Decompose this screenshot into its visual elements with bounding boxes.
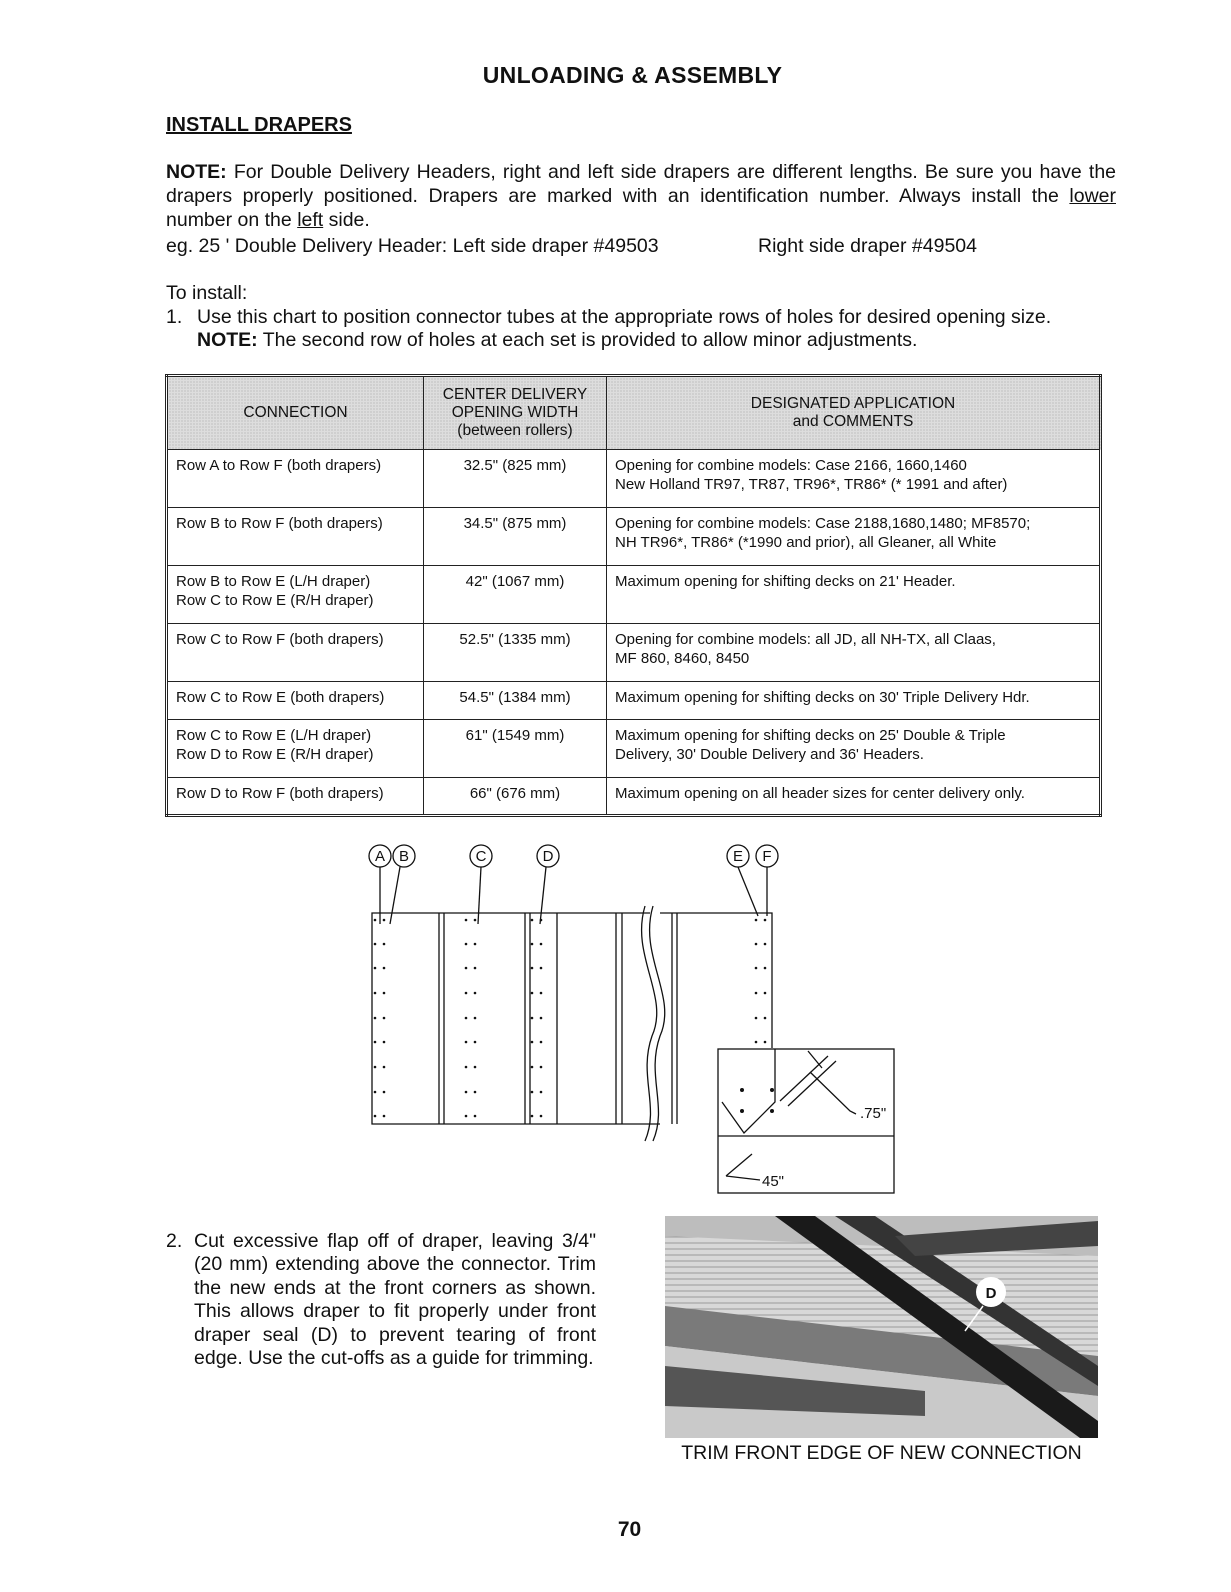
header-application-l1: DESIGNATED APPLICATION bbox=[750, 395, 956, 412]
application-cell-2: Delivery, 30' Double Delivery and 36' Headers. bbox=[615, 746, 924, 763]
connection-cell: Row D to Row F (both drapers) bbox=[176, 785, 384, 802]
note-paragraph bbox=[166, 160, 1116, 232]
label-d: D bbox=[542, 848, 554, 865]
width-cell: 61" (1549 mm) bbox=[424, 720, 607, 778]
table-row bbox=[167, 508, 1101, 566]
step-1-note bbox=[197, 328, 917, 352]
page-title: UNLOADING & ASSEMBLY bbox=[482, 62, 783, 88]
step-1-note-text: The second row of holes at each set is provided to allow minor adjustments. bbox=[262, 329, 918, 351]
table-row bbox=[167, 682, 1101, 720]
label-b: B bbox=[398, 848, 410, 865]
label-f: F bbox=[762, 848, 772, 865]
application-cell-2: MF 860, 8460, 8450 bbox=[615, 650, 750, 667]
application-cell-2: NH TR96*, TR86* (*1990 and prior), all Gleaner, all White bbox=[615, 534, 997, 551]
table-row bbox=[167, 720, 1101, 778]
opening-chart bbox=[165, 374, 1102, 817]
header-opening-l1: CENTER DELIVERY bbox=[442, 386, 588, 403]
note-label: NOTE: bbox=[166, 161, 227, 183]
step-2-number: 2. bbox=[166, 1230, 183, 1252]
step-1-text: Use this chart to position connector tubes at the appropriate rows of holes for desired opening size. bbox=[197, 306, 1052, 328]
table-row bbox=[167, 566, 1101, 624]
header-opening-width bbox=[424, 376, 607, 450]
header-opening-l3: (between rollers) bbox=[457, 422, 573, 439]
angle-top-label: .75" bbox=[860, 1105, 887, 1122]
draper-photo bbox=[665, 1216, 1098, 1438]
connection-cell: Row C to Row E (L/H draper) bbox=[176, 727, 372, 744]
connection-cell: Row B to Row F (both drapers) bbox=[176, 515, 383, 532]
photo-label-d: D bbox=[985, 1285, 997, 1302]
table-row bbox=[167, 778, 1101, 816]
connection-cell-2: Row C to Row E (R/H draper) bbox=[176, 592, 374, 609]
application-cell: Opening for combine models: all JD, all NH-TX, all Claas, bbox=[615, 631, 996, 648]
angle-bottom-label: 45" bbox=[762, 1173, 785, 1190]
header-connection: CONNECTION bbox=[167, 376, 424, 450]
connection-cell: Row C to Row E (both drapers) bbox=[176, 689, 385, 706]
page-number: 70 bbox=[617, 1518, 642, 1541]
header-opening-l2: OPENING WIDTH bbox=[451, 404, 579, 421]
application-cell: Opening for combine models: Case 2166, 1660,1460 bbox=[615, 457, 967, 474]
width-cell: 42" (1067 mm) bbox=[424, 566, 607, 624]
label-a: A bbox=[374, 848, 386, 865]
connection-cell: Row C to Row F (both drapers) bbox=[176, 631, 384, 648]
photo-caption: TRIM FRONT EDGE OF NEW CONNECTION bbox=[681, 1442, 1082, 1464]
table-row bbox=[167, 624, 1101, 682]
application-cell-2: New Holland TR97, TR87, TR96*, TR86* (* 1991 and after) bbox=[615, 476, 1008, 493]
connection-cell: Row A to Row F (both drapers) bbox=[176, 457, 382, 474]
header-application bbox=[607, 376, 1101, 450]
to-install: To install: bbox=[166, 282, 248, 304]
note-text-3: side. bbox=[328, 209, 370, 231]
example-line bbox=[166, 234, 1116, 258]
note-text-2: number on the bbox=[166, 209, 292, 231]
step-1-note-label: NOTE: bbox=[197, 329, 258, 351]
label-e: E bbox=[732, 848, 744, 865]
width-cell: 66" (676 mm) bbox=[424, 778, 607, 816]
example-right: Right side draper #49504 bbox=[758, 235, 977, 257]
step-2-text: Cut excessive flap off of draper, leaving 3/4" (20 mm) extending above the connector. Trim the new ends at the front corners as shown. This allows draper to fit properly under front draper seal (D) to prevent tearing of front edge. Use the cut-offs as a guide for trimming. bbox=[194, 1230, 596, 1370]
chart-header-row bbox=[167, 376, 1101, 450]
width-cell: 52.5" (1335 mm) bbox=[424, 624, 607, 682]
application-cell: Maximum opening for shifting decks on 21' Header. bbox=[615, 573, 956, 590]
note-left: left bbox=[297, 209, 324, 231]
width-cell: 34.5" (875 mm) bbox=[424, 508, 607, 566]
section-heading: INSTALL DRAPERS bbox=[166, 114, 352, 136]
application-cell: Maximum opening for shifting decks on 30' Triple Delivery Hdr. bbox=[615, 689, 1030, 706]
connection-cell: Row B to Row E (L/H draper) bbox=[176, 573, 371, 590]
label-c: C bbox=[475, 848, 487, 865]
application-cell: Opening for combine models: Case 2188,1680,1480; MF8570; bbox=[615, 515, 1031, 532]
width-cell: 32.5" (825 mm) bbox=[424, 450, 607, 508]
application-cell: Maximum opening on all header sizes for center delivery only. bbox=[615, 785, 1025, 802]
note-text-1: For Double Delivery Headers, right and left side drapers are different lengths. Be sure you have the drapers properly positioned. Drapers are marked with an identification number. Always install the bbox=[166, 161, 1117, 207]
connection-cell-2: Row D to Row E (R/H draper) bbox=[176, 746, 374, 763]
step-1-number: 1. bbox=[166, 306, 183, 328]
header-application-l2: and COMMENTS bbox=[792, 413, 914, 430]
connector-diagram bbox=[360, 836, 910, 1206]
application-cell: Maximum opening for shifting decks on 25' Double & Triple bbox=[615, 727, 1006, 744]
note-lower: lower bbox=[1069, 185, 1116, 207]
table-row bbox=[167, 450, 1101, 508]
width-cell: 54.5" (1384 mm) bbox=[424, 682, 607, 720]
example-left: eg. 25 ' Double Delivery Header: Left side draper #49503 bbox=[166, 235, 659, 257]
